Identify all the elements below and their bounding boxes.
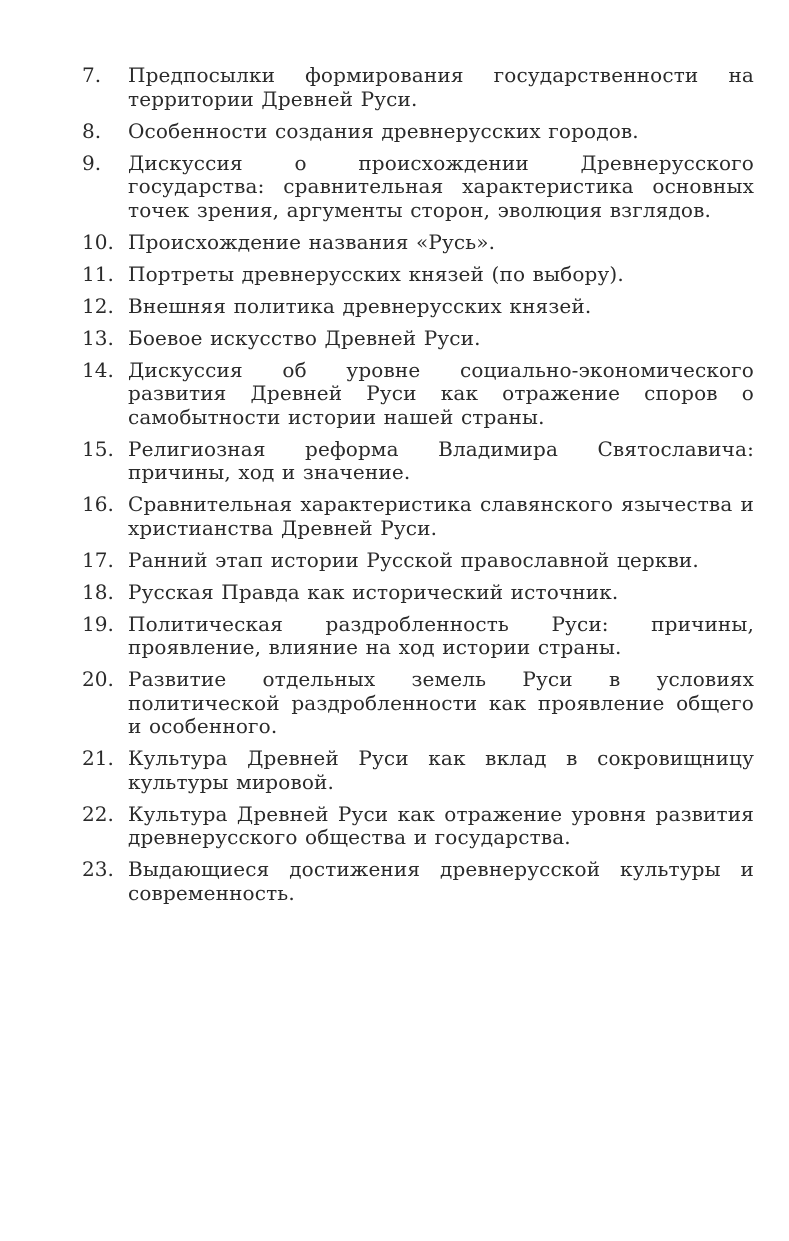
item-text: Особенности создания древнерусских городов. [128,118,639,143]
item-text: Ранний этап истории Русской православной церкви. [128,547,699,572]
item-text: Портреты древнерусских князей (по выбору). [128,261,624,286]
item-text: Дискуссия о происхождении Древнерусского государства: сравнительная характеристика основных точек зрения, аргументы сторон, эволюция взглядов. [128,150,754,222]
item-number: 12. [82,293,114,318]
item-text: Сравнительная характеристика славянского язычества и христианства Древней Руси. [128,492,754,540]
item-text: Предпосылки формирования государственности на территории Древней Руси. [128,63,754,111]
list-item [82,120,754,144]
item-number: 9. [82,150,102,175]
item-number: 22. [82,801,114,826]
list-item [82,747,754,794]
list-item [82,438,754,485]
item-text: Дискуссия об уровне социально-экономического развития Древней Руси как отражение споров о самобытности истории нашей страны. [128,357,754,429]
list-item [82,858,754,905]
item-number: 20. [82,667,114,691]
list-item [82,64,754,111]
list-item [82,549,754,573]
list-item [82,581,754,605]
item-text: Боевое искусство Древней Руси. [128,325,481,350]
item-number: 14. [82,357,114,382]
topic-list [82,64,754,905]
item-text: Внешняя политика древнерусских князей. [128,293,592,318]
item-text: Культура Древней Руси как вклад в сокровищницу культуры мировой. [128,746,754,794]
document-page [82,64,754,914]
item-number: 7. [82,63,102,87]
list-item [82,263,754,287]
item-number: 17. [82,547,114,572]
list-item [82,613,754,660]
item-number: 11. [82,261,114,286]
list-item [82,803,754,850]
item-text: Политическая раздробленность Руси: причины, проявление, влияние на ход истории страны. [128,611,754,659]
item-text: Развитие отдельных земель Руси в условиях политической раздробленности как проявление общего и особенного. [128,667,754,738]
item-text: Культура Древней Руси как отражение уровня развития древнерусского общества и государства. [128,801,754,849]
item-number: 23. [82,857,114,881]
item-text: Происхождение названия «Русь». [128,229,496,254]
item-number: 21. [82,746,114,770]
item-text: Религиозная реформа Владимира Святославича: причины, ход и значение. [128,436,754,484]
list-item [82,327,754,351]
item-number: 19. [82,611,114,636]
item-number: 16. [82,492,114,516]
list-item [82,295,754,319]
list-item [82,359,754,430]
list-item [82,231,754,255]
list-item [82,152,754,223]
item-number: 15. [82,436,114,461]
item-number: 10. [82,229,114,254]
item-text: Выдающиеся достижения древнерусской культуры и современность. [128,857,754,905]
list-item [82,493,754,540]
item-number: 8. [82,118,102,143]
item-number: 18. [82,579,114,604]
item-text: Русская Правда как исторический источник. [128,579,619,604]
list-item [82,668,754,739]
item-number: 13. [82,325,114,350]
